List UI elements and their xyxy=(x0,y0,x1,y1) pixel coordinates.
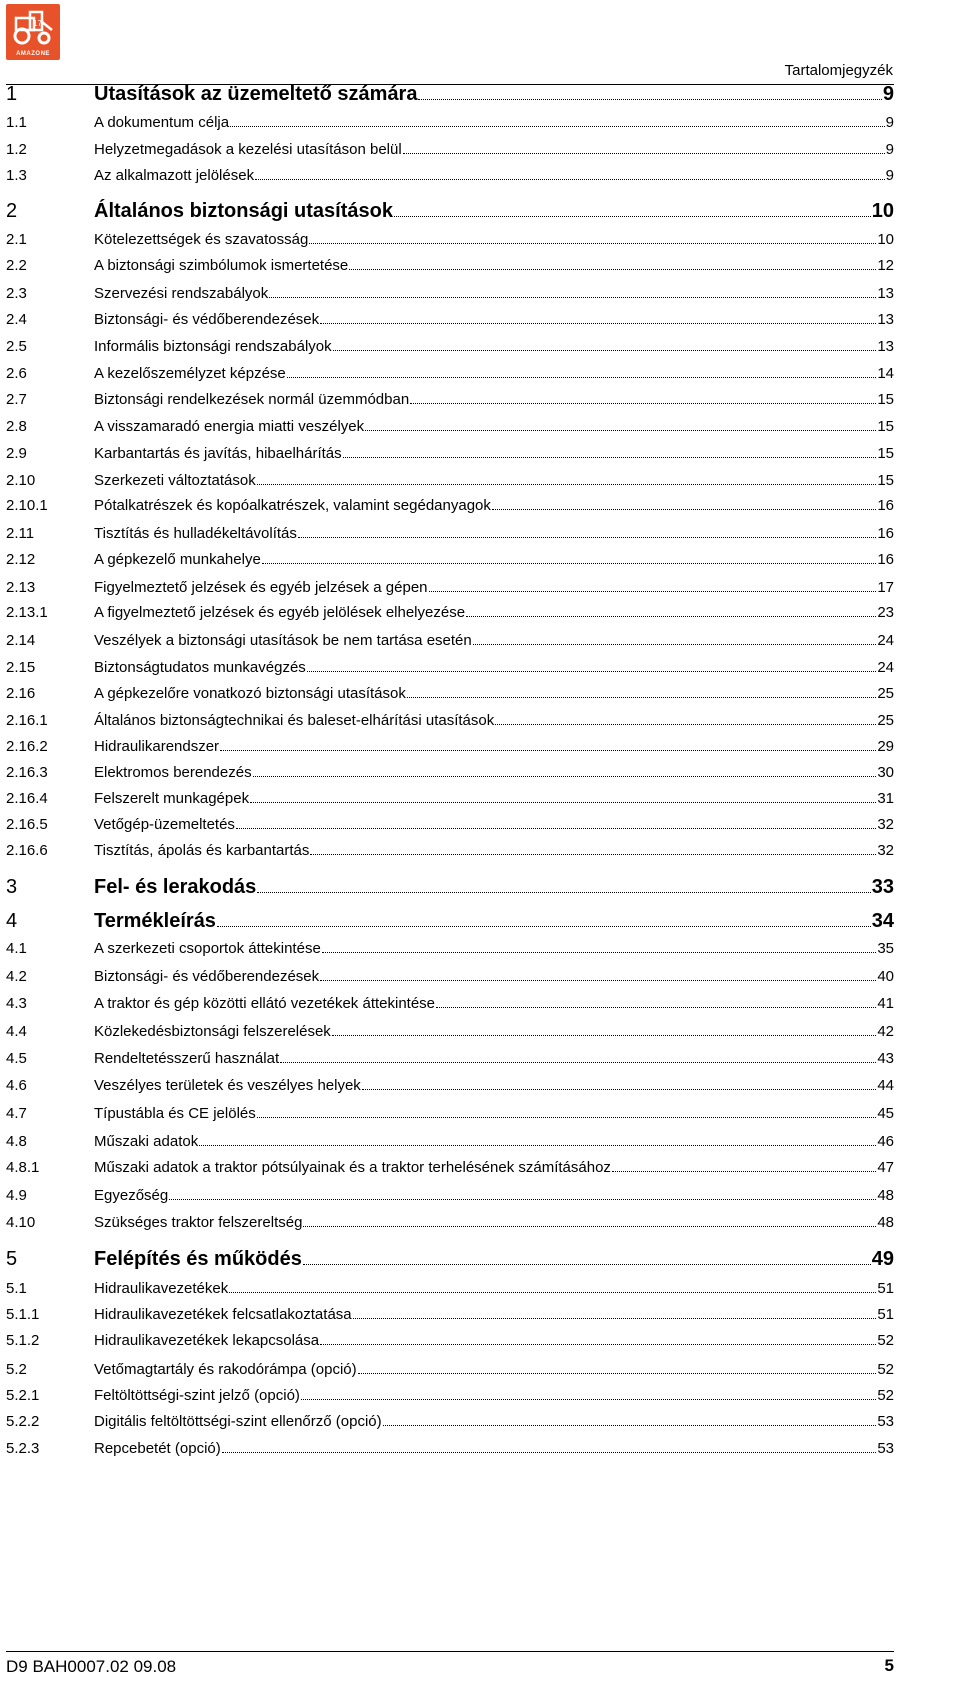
dot-leader xyxy=(403,145,885,154)
toc-entry-page: 40 xyxy=(877,968,894,985)
dot-leader xyxy=(612,1163,876,1172)
toc-entry-title: Tisztítás és hulladékeltávolítás xyxy=(94,525,297,542)
dot-leader xyxy=(301,1391,876,1400)
toc-entry-number: 2.11 xyxy=(6,525,35,542)
toc-entry-number: 4.8 xyxy=(6,1133,27,1150)
toc-entry-number: 2.10 xyxy=(6,472,36,489)
toc-entry-number: 2.3 xyxy=(6,285,27,302)
toc-entry[interactable] xyxy=(6,1078,894,1095)
toc-entry-number: 2.16.2 xyxy=(6,738,48,755)
toc-entry-page: 52 xyxy=(877,1361,894,1378)
toc-entry[interactable] xyxy=(6,1307,894,1324)
toc-entry-number: 2.14 xyxy=(6,632,36,649)
toc-entry[interactable] xyxy=(6,765,894,782)
toc-entry-number: 2.9 xyxy=(6,445,27,462)
toc-entry-number: 1.2 xyxy=(6,141,27,158)
toc-entry-number: 2.8 xyxy=(6,418,27,435)
toc-entry-number: 4.2 xyxy=(6,968,27,985)
dot-leader xyxy=(418,88,881,100)
toc-entry[interactable] xyxy=(6,498,894,515)
toc-entry-number: 5.1 xyxy=(6,1280,27,1297)
toc-entry-title: A biztonsági szimbólumok ismertetése xyxy=(94,257,349,274)
dot-leader xyxy=(349,261,876,270)
toc-entry-number: 1.1 xyxy=(6,114,27,131)
amazone-logo xyxy=(6,4,60,60)
toc-entry-title: Fel- és lerakodás xyxy=(94,876,257,898)
toc-entry-title: Repcebetét (opció) xyxy=(94,1440,221,1457)
toc-entry[interactable] xyxy=(6,1188,894,1205)
dot-leader xyxy=(236,820,876,829)
toc-entry-page: 45 xyxy=(877,1105,894,1122)
dot-leader xyxy=(269,289,876,298)
toc-entry-title: A gépkezelőre vonatkozó biztonsági utasítások xyxy=(94,685,406,702)
toc-entry[interactable] xyxy=(6,660,894,677)
toc-entry-title: Szervezési rendszabályok xyxy=(94,285,269,302)
toc-entry-title: Kötelezettségek és szavatosság xyxy=(94,231,309,248)
toc-entry-page: 47 xyxy=(877,1159,894,1176)
page-number: 5 xyxy=(884,1656,894,1675)
toc-entry-page: 46 xyxy=(877,1133,894,1150)
toc-entry-page: 9 xyxy=(885,141,894,158)
toc-entry-title: Általános biztonsági utasítások xyxy=(94,200,393,222)
dot-leader xyxy=(230,118,885,127)
toc-entry-title: Felépítés és működés xyxy=(94,1248,302,1270)
toc-entry-page: 16 xyxy=(877,551,894,568)
toc-entry-title: Tisztítás, ápolás és karbantartás xyxy=(94,842,310,859)
toc-entry-number: 4.9 xyxy=(6,1187,27,1204)
toc-entry[interactable] xyxy=(6,83,894,105)
toc-entry[interactable] xyxy=(6,1051,894,1068)
toc-entry-page: 25 xyxy=(877,712,894,729)
toc-entry[interactable] xyxy=(6,713,894,730)
dot-leader xyxy=(333,342,877,351)
toc-entry[interactable] xyxy=(6,142,894,159)
toc-entry-page: 35 xyxy=(877,940,894,957)
toc-entry-number: 2.16.3 xyxy=(6,764,48,781)
dot-leader xyxy=(257,476,877,485)
dot-leader xyxy=(255,171,885,180)
toc-entry-title: Termékleírás xyxy=(94,910,216,932)
toc-entry-page: 16 xyxy=(877,497,894,514)
dot-leader xyxy=(309,235,876,244)
toc-entry-number: 2.1 xyxy=(6,231,27,248)
toc-entry-page: 48 xyxy=(877,1214,894,1231)
dot-leader xyxy=(310,846,876,855)
toc-entry[interactable] xyxy=(6,739,894,756)
toc-entry-number: 2.15 xyxy=(6,659,36,676)
toc-entry-number: 4.4 xyxy=(6,1023,27,1040)
toc-entry-number: 2.6 xyxy=(6,365,27,382)
dot-leader xyxy=(383,1417,877,1426)
dot-leader xyxy=(250,794,876,803)
toc-entry-title: Karbantartás és javítás, hibaelhárítás xyxy=(94,445,342,462)
dot-leader xyxy=(199,1137,876,1146)
toc-entry[interactable] xyxy=(6,910,894,932)
toc-entry[interactable] xyxy=(6,232,894,249)
toc-entry[interactable] xyxy=(6,633,894,650)
toc-entry-number: 2.13 xyxy=(6,579,36,596)
toc-entry-title: Műszaki adatok a traktor pótsúlyainak és a traktor terhelésének számításához xyxy=(94,1159,611,1176)
toc-entry-title: Vetőmagtartály és rakodórámpa (opció) xyxy=(94,1361,357,1378)
toc-entry-title: Veszélyes területek és veszélyes helyek xyxy=(94,1077,361,1094)
toc-entry-title: Figyelmeztető jelzések és egyéb jelzések a gépen xyxy=(94,579,428,596)
toc-entry-number: 4.7 xyxy=(6,1105,27,1122)
toc-entry-title: Biztonsági- és védőberendezések xyxy=(94,968,320,985)
toc-entry[interactable] xyxy=(6,168,894,185)
toc-entry-number: 4.10 xyxy=(6,1214,36,1231)
toc-entry-page: 13 xyxy=(877,311,894,328)
toc-entry-page: 42 xyxy=(877,1023,894,1040)
toc-entry-title: A gépkezelő munkahelye xyxy=(94,551,261,568)
toc-entry-title: Az alkalmazott jelölések xyxy=(94,167,255,184)
toc-entry-number: 5.2.3 xyxy=(6,1440,40,1457)
toc-entry-title: Felszerelt munkagépek xyxy=(94,790,250,807)
dot-leader xyxy=(262,555,877,564)
toc-entry-page: 13 xyxy=(877,338,894,355)
toc-entry-title: Hidraulikarendszer xyxy=(94,738,220,755)
dot-leader xyxy=(303,1218,876,1227)
toc-entry-title: Informális biztonsági rendszabályok xyxy=(94,338,332,355)
toc-entry-number: 2.16 xyxy=(6,685,36,702)
dot-leader xyxy=(320,1336,876,1345)
dot-leader xyxy=(322,944,877,953)
toc-entry-page: 16 xyxy=(877,525,894,542)
toc-entry-page: 32 xyxy=(877,816,894,833)
toc-entry-page: 25 xyxy=(877,685,894,702)
toc-entry[interactable] xyxy=(6,1160,894,1177)
toc-entry-page: 15 xyxy=(877,472,894,489)
toc-entry-title: Utasítások az üzemeltető számára xyxy=(94,83,418,105)
toc-entry-title: Típustábla és CE jelölés xyxy=(94,1105,256,1122)
toc-entry-title: Hidraulikavezetékek xyxy=(94,1280,229,1297)
dot-leader xyxy=(280,1054,876,1063)
toc-entry[interactable] xyxy=(6,392,894,409)
toc-entry[interactable] xyxy=(6,686,894,703)
toc-entry[interactable] xyxy=(6,791,894,808)
toc-entry-title: Helyzetmegadások a kezelési utasításon belül xyxy=(94,141,402,158)
toc-entry-page: 44 xyxy=(877,1077,894,1094)
toc-entry-page: 13 xyxy=(877,285,894,302)
dot-leader xyxy=(320,972,876,981)
toc-entry-page: 52 xyxy=(877,1332,894,1349)
toc-entry-page: 29 xyxy=(877,738,894,755)
toc-entry-number: 2.16.1 xyxy=(6,712,48,729)
dot-leader xyxy=(257,881,870,893)
footer-divider xyxy=(6,1651,894,1652)
toc-entry-number: 5.2.2 xyxy=(6,1413,40,1430)
toc-entry-number: 4.3 xyxy=(6,995,27,1012)
toc-entry-page: 15 xyxy=(877,418,894,435)
toc-entry[interactable] xyxy=(6,1281,894,1298)
toc-entry-title: Egyezőség xyxy=(94,1187,169,1204)
toc-entry[interactable] xyxy=(6,1024,894,1041)
toc-entry-page: 34 xyxy=(871,910,894,932)
dot-leader xyxy=(436,999,876,1008)
toc-entry[interactable] xyxy=(6,1388,894,1405)
logo-text: AMAZONE xyxy=(16,51,50,57)
toc-entry[interactable] xyxy=(6,1333,894,1350)
toc-entry[interactable] xyxy=(6,1414,894,1431)
dot-leader xyxy=(298,529,876,538)
toc-entry-title: Feltöltöttségi-szint jelző (opció) xyxy=(94,1387,300,1404)
tractor-logo-icon xyxy=(6,4,60,50)
toc-entry-title: Általános biztonságtechnikai és baleset-elhárítási utasítások xyxy=(94,712,495,729)
toc-entry-number: 2.7 xyxy=(6,391,27,408)
toc-entry[interactable] xyxy=(6,258,894,275)
toc-entry-page: 33 xyxy=(871,876,894,898)
toc-entry-title: Vetőgép-üzemeltetés xyxy=(94,816,235,833)
toc-entry[interactable] xyxy=(6,580,894,597)
toc-entry[interactable] xyxy=(6,115,894,132)
toc-entry-number: 4.6 xyxy=(6,1077,27,1094)
toc-entry[interactable] xyxy=(6,473,894,490)
toc-entry-title: Biztonságtudatos munkavégzés xyxy=(94,659,306,676)
toc-entry-page: 51 xyxy=(877,1306,894,1323)
toc-entry[interactable] xyxy=(6,339,894,356)
toc-entry-title: A visszamaradó energia miatti veszélyek xyxy=(94,418,365,435)
toc-entry-page: 53 xyxy=(877,1440,894,1457)
toc-entry-title: Biztonsági- és védőberendezések xyxy=(94,311,320,328)
toc-entry[interactable] xyxy=(6,817,894,834)
toc-entry-number: 2.16.6 xyxy=(6,842,48,859)
toc-entry[interactable] xyxy=(6,1441,894,1458)
toc-entry[interactable] xyxy=(6,843,894,860)
document-id: D9 BAH0007.02 09.08 xyxy=(6,1657,177,1676)
toc-entry[interactable] xyxy=(6,969,894,986)
toc-entry-title: A szerkezeti csoportok áttekintése xyxy=(94,940,321,957)
dot-leader xyxy=(257,1109,877,1118)
toc-entry-page: 52 xyxy=(877,1387,894,1404)
dot-leader xyxy=(229,1284,876,1293)
toc-entry-number: 1 xyxy=(6,83,18,105)
toc-entry-page: 15 xyxy=(877,391,894,408)
toc-entry-page: 14 xyxy=(877,365,894,382)
toc-entry-number: 2.5 xyxy=(6,338,27,355)
toc-entry-page: 30 xyxy=(877,764,894,781)
toc-entry-page: 24 xyxy=(877,659,894,676)
toc-entry[interactable] xyxy=(6,605,894,622)
toc-entry-title: Veszélyek a biztonsági utasítások be nem tartása esetén xyxy=(94,632,472,649)
dot-leader xyxy=(332,1027,877,1036)
dot-leader xyxy=(429,583,877,592)
toc-entry-page: 10 xyxy=(877,231,894,248)
toc-entry-page: 43 xyxy=(877,1050,894,1067)
toc-entry-number: 2.13.1 xyxy=(6,604,48,621)
dot-leader xyxy=(407,689,876,698)
dot-leader xyxy=(220,742,876,751)
toc-entry-page: 53 xyxy=(877,1413,894,1430)
dot-leader xyxy=(222,1444,877,1453)
dot-leader xyxy=(303,1253,871,1265)
dot-leader xyxy=(169,1191,876,1200)
toc-entry-number: 5.1.1 xyxy=(6,1306,40,1323)
toc-entry-title: Szükséges traktor felszereltség xyxy=(94,1214,303,1231)
toc-entry-number: 5.2 xyxy=(6,1361,27,1378)
toc-entry[interactable] xyxy=(6,876,894,898)
toc-entry[interactable] xyxy=(6,941,894,958)
toc-entry-number: 5.2.1 xyxy=(6,1387,40,1404)
toc-entry[interactable] xyxy=(6,1134,894,1151)
toc-entry[interactable] xyxy=(6,286,894,303)
toc-entry-number: 3 xyxy=(6,876,18,898)
toc-entry-page: 12 xyxy=(877,257,894,274)
dot-leader xyxy=(394,205,871,217)
toc-entry-title: Hidraulikavezetékek felcsatlakoztatása xyxy=(94,1306,352,1323)
toc-entry-page: 23 xyxy=(877,604,894,621)
toc-entry-page: 17 xyxy=(877,579,894,596)
toc-entry-page: 24 xyxy=(877,632,894,649)
toc-entry[interactable] xyxy=(6,1362,894,1379)
toc-entry-number: 4 xyxy=(6,910,18,932)
toc-entry-number: 2 xyxy=(6,200,18,222)
toc-entry-number: 2.16.4 xyxy=(6,790,48,807)
toc-entry[interactable] xyxy=(6,200,894,222)
dot-leader xyxy=(358,1365,877,1374)
toc-entry-number: 4.1 xyxy=(6,940,27,957)
toc-entry-title: Szerkezeti változtatások xyxy=(94,472,256,489)
dot-leader xyxy=(495,716,876,725)
dot-leader xyxy=(362,1081,877,1090)
page-title: Tartalomjegyzék xyxy=(784,62,893,79)
toc-entry[interactable] xyxy=(6,419,894,436)
dot-leader xyxy=(320,315,876,324)
toc-entry[interactable] xyxy=(6,312,894,329)
toc-entry[interactable] xyxy=(6,1106,894,1123)
toc-entry-title: Közlekedésbiztonsági felszerelések xyxy=(94,1023,331,1040)
toc-entry-page: 41 xyxy=(877,995,894,1012)
toc-entry-number: 2.12 xyxy=(6,551,36,568)
toc-entry-page: 31 xyxy=(877,790,894,807)
toc-entry[interactable] xyxy=(6,366,894,383)
toc-entry[interactable] xyxy=(6,526,894,543)
dot-leader xyxy=(466,608,876,617)
toc-entry-title: Műszaki adatok xyxy=(94,1133,199,1150)
toc-entry-title: Elektromos berendezés xyxy=(94,764,252,781)
toc-entry-number: 5.1.2 xyxy=(6,1332,40,1349)
dot-leader xyxy=(492,501,876,510)
toc-entry-title: A dokumentum célja xyxy=(94,114,230,131)
toc-entry-title: A figyelmeztető jelzések és egyéb jelölések elhelyezése xyxy=(94,604,466,621)
toc-entry[interactable] xyxy=(6,1248,894,1270)
dot-leader xyxy=(473,636,877,645)
toc-entry[interactable] xyxy=(6,1215,894,1232)
toc-entry-page: 51 xyxy=(877,1280,894,1297)
dot-leader xyxy=(253,768,877,777)
toc-entry-page: 32 xyxy=(877,842,894,859)
toc-entry-number: 5 xyxy=(6,1248,18,1270)
toc-entry[interactable] xyxy=(6,446,894,463)
toc-entry-number: 2.2 xyxy=(6,257,27,274)
toc-entry-page: 9 xyxy=(885,167,894,184)
toc-entry-title: A traktor és gép közötti ellátó vezetékek áttekintése xyxy=(94,995,436,1012)
toc-entry-number: 2.10.1 xyxy=(6,497,48,514)
dot-leader xyxy=(217,915,871,927)
toc-entry-title: Rendeltetésszerű használat xyxy=(94,1050,280,1067)
dot-leader xyxy=(307,663,877,672)
toc-entry-number: 1.3 xyxy=(6,167,27,184)
toc-entry-title: Pótalkatrészek és kopóalkatrészek, valamint segédanyagok xyxy=(94,497,491,514)
toc-entry-page: 49 xyxy=(871,1248,894,1270)
toc-entry-number: 2.16.5 xyxy=(6,816,48,833)
toc-entry-page: 10 xyxy=(871,200,894,222)
dot-leader xyxy=(365,422,876,431)
toc-entry[interactable] xyxy=(6,552,894,569)
dot-leader xyxy=(353,1310,877,1319)
toc-entry-number: 2.4 xyxy=(6,311,27,328)
toc-entry-number: 4.5 xyxy=(6,1050,27,1067)
logo-number: 17 xyxy=(33,19,42,28)
toc-entry-page: 9 xyxy=(882,83,894,105)
toc-entry[interactable] xyxy=(6,996,894,1013)
dot-leader xyxy=(343,449,877,458)
toc-entry-page: 15 xyxy=(877,445,894,462)
toc-entry-title: Digitális feltöltöttségi-szint ellenőrző (opció) xyxy=(94,1413,382,1430)
toc-entry-title: A kezelőszemélyzet képzése xyxy=(94,365,286,382)
dot-leader xyxy=(410,395,876,404)
toc-entry-page: 48 xyxy=(877,1187,894,1204)
toc-entry-page: 9 xyxy=(885,114,894,131)
toc-entry-title: Hidraulikavezetékek lekapcsolása xyxy=(94,1332,320,1349)
dot-leader xyxy=(287,369,877,378)
toc-entry-number: 4.8.1 xyxy=(6,1159,40,1176)
toc-entry-title: Biztonsági rendelkezések normál üzemmódban xyxy=(94,391,410,408)
